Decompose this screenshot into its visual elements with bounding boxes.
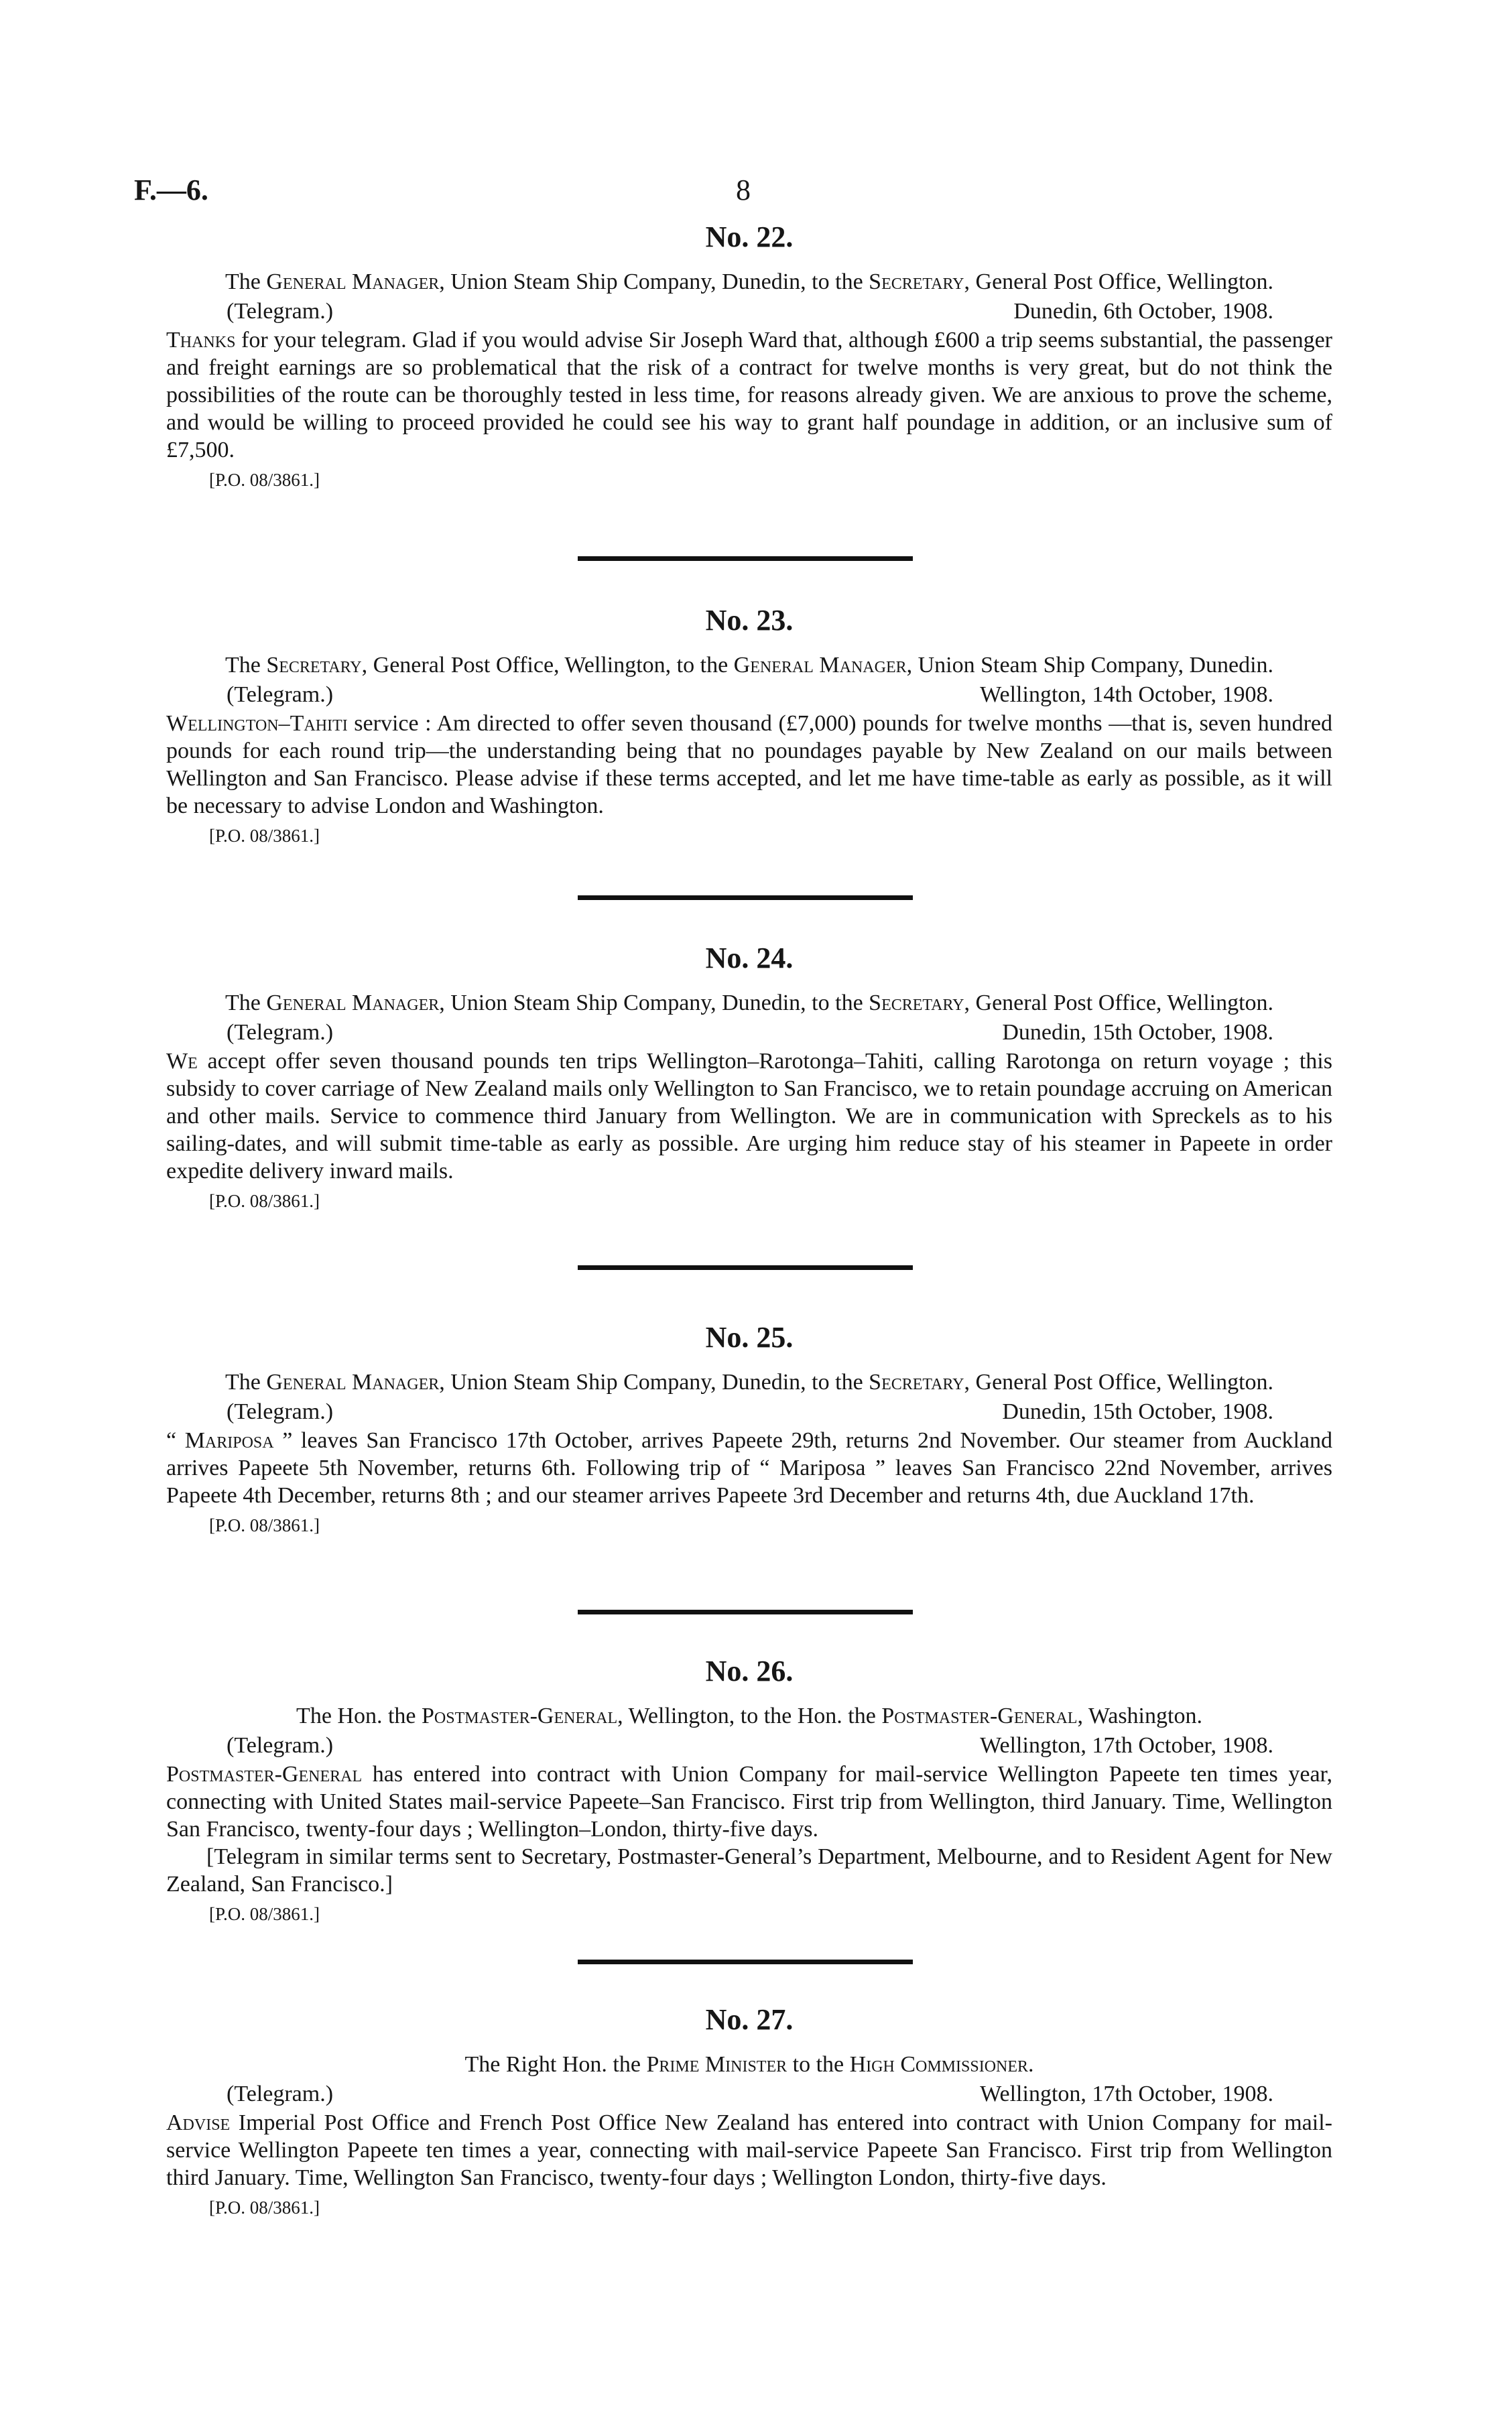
section-divider xyxy=(578,1960,913,1964)
text-run: service : Am directed to offer seven thousand (£7,000) pounds for twelve months —that is, seven hundred pounds for each round trip—the understanding being that no poundages payable by New Zealand on our mails between Wellington and San Francisco. Please advise if these terms accepted, and let me have time-table as early as possible, as it will be necessary to advise London and Washington. xyxy=(166,710,1332,818)
telegram-line xyxy=(166,1731,1332,1761)
small-caps-text: Postmaster-General xyxy=(422,1703,618,1728)
section-divider xyxy=(578,556,913,561)
file-reference: [P.O. 08/3861.] xyxy=(209,1515,320,1535)
small-caps-text: High Commissioner xyxy=(849,2051,1029,2077)
small-caps-text: Secretary xyxy=(869,1369,964,1395)
message-body xyxy=(166,2109,1332,2191)
file-reference: [P.O. 08/3861.] xyxy=(209,1190,320,1211)
text-run: Imperial Post Office and French Post Office New Zealand has entered into contract with Union Company for mail-service Wellington Papeete ten times a year, connecting with mail-service Papeete San Francisco. First trip from Wellington third January. Time, Wellington San Francisco, twenty-four days ; Wellington London, thirty-five days. xyxy=(166,2110,1332,2190)
telegram-line xyxy=(166,1397,1332,1427)
message-body xyxy=(166,1427,1332,1509)
small-caps-text: Postmaster-General xyxy=(881,1703,1078,1728)
text-run: , Wellington, to the Hon. the xyxy=(617,1703,882,1728)
text-run: . xyxy=(1028,2051,1034,2077)
text-run: ” leaves San Francisco 17th October, arrives Papeete 29th, returns 2nd November. Our steamer from Auckland arrives Papeete 5th November, returns 6th. Following trip of “ Mariposa ” leaves San Francisco 22nd November, arrives Papeete 4th December, returns 8th ; and our steamer arrives Papeete 3rd December and returns 4th, due Auckland 17th. xyxy=(166,1427,1333,1508)
telegram-section-22 xyxy=(166,220,1332,493)
section-number: No. 24. xyxy=(705,942,794,974)
message-body xyxy=(166,1047,1332,1185)
text-run: The Hon. the xyxy=(296,1703,422,1728)
place-date: Dunedin, 6th October, 1908. xyxy=(1013,298,1273,324)
place-date: Wellington, 17th October, 1908. xyxy=(980,2081,1273,2106)
text-run: , Union Steam Ship Company, Dunedin. xyxy=(906,652,1274,678)
place-date: Wellington, 17th October, 1908. xyxy=(980,1732,1273,1758)
file-reference: [P.O. 08/3861.] xyxy=(209,1903,320,1924)
telegram-section-27 xyxy=(166,2002,1332,2221)
small-caps-text: General Manager xyxy=(733,652,907,678)
telegram-label: (Telegram.) xyxy=(227,298,334,324)
small-caps-text: Mariposa xyxy=(184,1427,274,1453)
text-run: to the xyxy=(787,2051,850,2077)
section-number: No. 27. xyxy=(705,2003,794,2036)
page-number: 8 xyxy=(736,174,751,206)
text-run: , Union Steam Ship Company, Dunedin, to the xyxy=(439,1369,869,1395)
text-run: for your telegram. Glad if you would advise Sir Joseph Ward that, although £600 a trip seems substantial, the passenger and freight earnings are so problematical that the risk of a contract for twelve months is very great, but do not think the possibilities of the route can be thoroughly tested in less time, for reasons already given. We are anxious to prove the scheme, and would be willing to proceed provided he could see his way to grant half poundage in addition, or an inclusive sum of £7,500. xyxy=(166,327,1332,462)
sender-recipient-line xyxy=(166,989,1332,1018)
text-run: has entered into contract with Union Company for mail-service Wellington Papeete ten times year, connecting with United States mail-service Papeete–San Francisco. First trip from Wellington, third January. Time, Wellington San Francisco, twenty-four days ; Wellington–London, thirty-five days. xyxy=(166,1761,1332,1842)
sender-recipient-line xyxy=(166,651,1332,680)
place-date: Dunedin, 15th October, 1908. xyxy=(1002,1019,1273,1045)
telegram-label: (Telegram.) xyxy=(227,682,334,707)
text-run: The Right Hon. the xyxy=(464,2051,647,2077)
section-divider xyxy=(578,1265,913,1270)
place-date: Wellington, 14th October, 1908. xyxy=(980,682,1273,707)
text-run: , Union Steam Ship Company, Dunedin, to the xyxy=(439,269,869,294)
small-caps-text: Postmaster-General xyxy=(166,1761,363,1787)
text-run: , General Post Office, Wellington. xyxy=(964,269,1274,294)
small-caps-text: Thanks xyxy=(166,327,236,353)
text-run: , General Post Office, Wellington. xyxy=(964,990,1274,1015)
sender-recipient-line xyxy=(166,267,1332,297)
text-run: accept offer seven thousand pounds ten trips Wellington–Rarotonga–Tahiti, calling Rarotonga on return voyage ; this subsidy to cover carriage of New Zealand mails only Wellington to San Francisco, we to retain poundage accruing on American and other mails. Service to commence third January from Wellington. We are in communication with Spreckels as to his sailing-dates, and will submit time-table as early as possible. Are urging him reduce stay of his steamer in Papeete in order expedite delivery inward mails. xyxy=(166,1048,1332,1184)
telegram-line xyxy=(166,2080,1332,2109)
message-body xyxy=(166,326,1332,464)
text-run: “ xyxy=(166,1427,185,1453)
message-body xyxy=(166,1761,1332,1843)
sender-recipient-line xyxy=(166,2050,1332,2080)
message-body xyxy=(166,1843,1332,1898)
section-number: No. 25. xyxy=(705,1321,794,1354)
text-run: [Telegram in similar terms sent to Secretary, Postmaster-General’s Department, Melbourne, and to Resident Agent for New Zealand, San Francisco.] xyxy=(166,1844,1332,1897)
small-caps-text: General Manager xyxy=(266,269,440,294)
sender-recipient-line xyxy=(166,1368,1332,1397)
telegram-line xyxy=(166,297,1332,326)
text-run: , General Post Office, Wellington. xyxy=(964,1369,1274,1395)
sender-recipient-line xyxy=(166,1702,1332,1731)
section-number: No. 26. xyxy=(705,1655,794,1687)
text-run: The xyxy=(225,269,267,294)
telegram-section-24 xyxy=(166,941,1332,1214)
text-run: , Union Steam Ship Company, Dunedin, to the xyxy=(439,990,869,1015)
small-caps-text: We xyxy=(166,1048,198,1074)
message-body xyxy=(166,710,1332,820)
telegram-line xyxy=(166,680,1332,710)
file-reference: [P.O. 08/3861.] xyxy=(209,2197,320,2218)
small-caps-text: Advise xyxy=(166,2110,231,2135)
section-divider xyxy=(578,895,913,900)
section-number: No. 22. xyxy=(705,220,794,253)
small-caps-text: Secretary xyxy=(266,652,362,678)
text-run: , General Post Office, Wellington, to the xyxy=(361,652,734,678)
small-caps-text: General Manager xyxy=(266,990,440,1015)
small-caps-text: Secretary xyxy=(869,990,964,1015)
telegram-label: (Telegram.) xyxy=(227,1732,334,1758)
text-run: , Washington. xyxy=(1077,1703,1202,1728)
text-run: The xyxy=(225,1369,267,1395)
small-caps-text: Wellington–Tahiti xyxy=(166,710,348,736)
place-date: Dunedin, 15th October, 1908. xyxy=(1002,1399,1273,1424)
telegram-label: (Telegram.) xyxy=(227,1399,334,1424)
text-run: The xyxy=(225,652,267,678)
file-reference: [P.O. 08/3861.] xyxy=(209,469,320,490)
section-number: No. 23. xyxy=(705,604,794,637)
small-caps-text: General Manager xyxy=(266,1369,440,1395)
telegram-section-23 xyxy=(166,603,1332,849)
telegram-line xyxy=(166,1018,1332,1047)
section-divider xyxy=(578,1610,913,1614)
text-run: The xyxy=(225,990,267,1015)
series-reference: F.—6. xyxy=(134,174,208,206)
small-caps-text: Secretary xyxy=(869,269,964,294)
file-reference: [P.O. 08/3861.] xyxy=(209,825,320,846)
telegram-label: (Telegram.) xyxy=(227,2081,334,2106)
small-caps-text: Prime Minister xyxy=(646,2051,788,2077)
telegram-section-26 xyxy=(166,1654,1332,1927)
telegram-section-25 xyxy=(166,1320,1332,1539)
telegram-label: (Telegram.) xyxy=(227,1019,334,1045)
